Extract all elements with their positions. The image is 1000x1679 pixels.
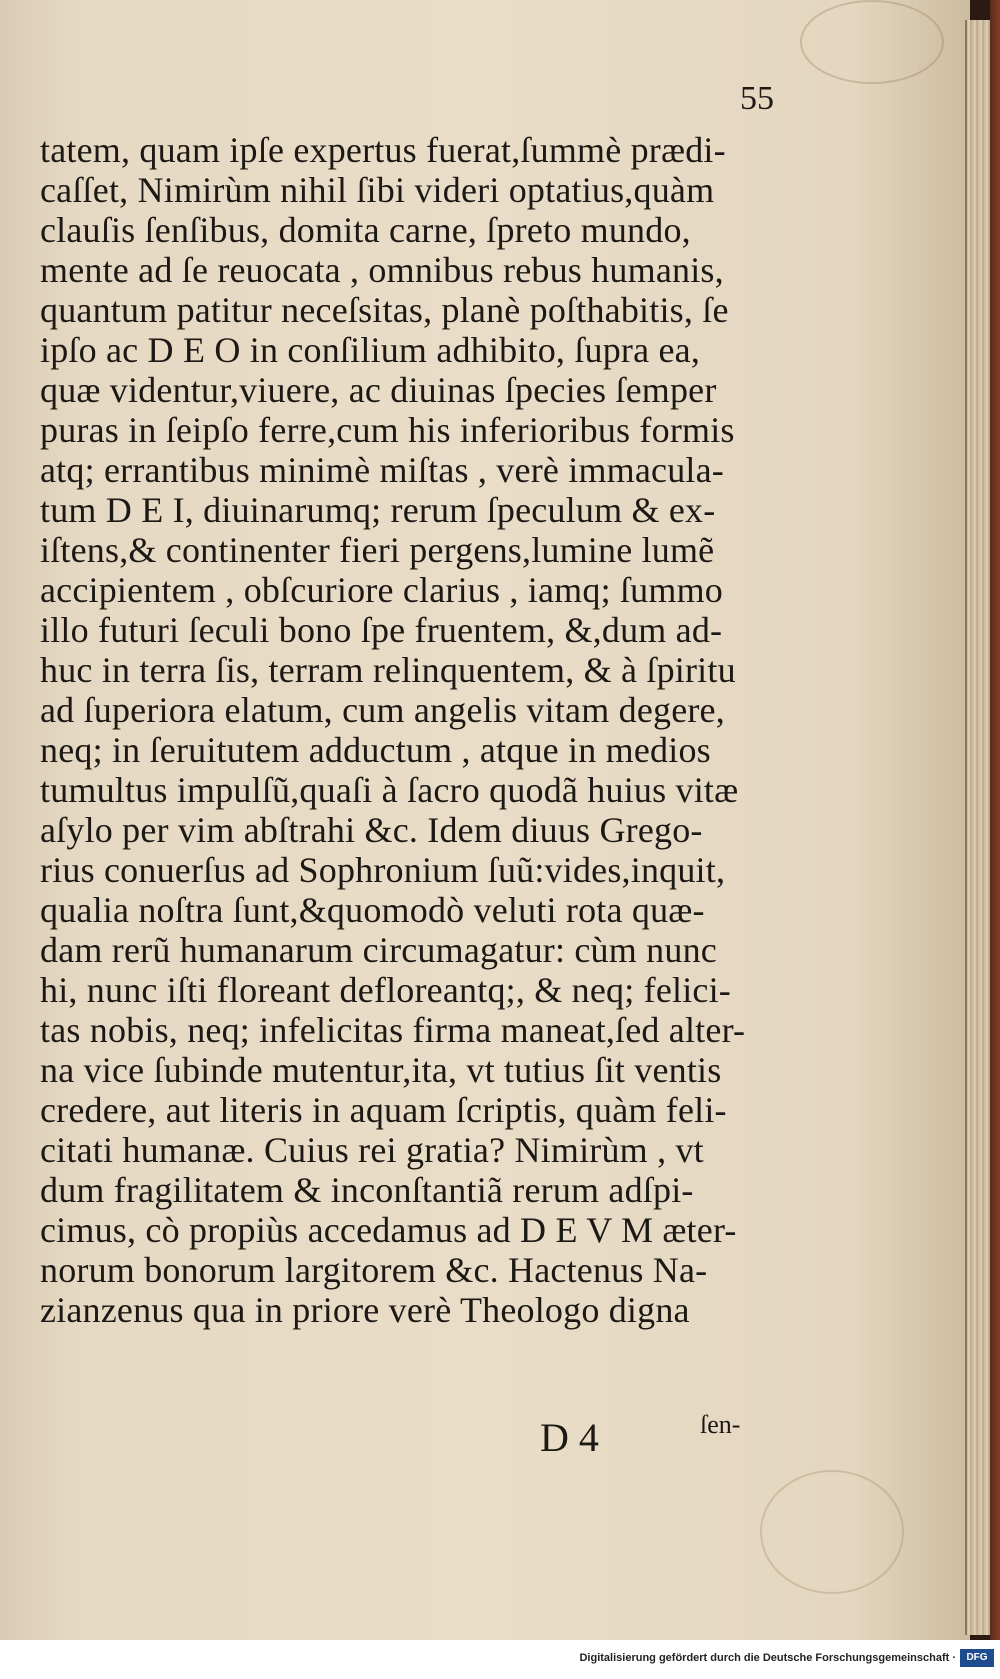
text-line: atq; errantibus minimè miſtas , verè immacula-	[40, 450, 724, 490]
signature-mark: D 4	[540, 1415, 599, 1460]
text-line: tumultus impulſũ,quaſi à ſacro quodã huius vitæ	[40, 770, 739, 810]
text-line: puras in ſeipſo ferre,cum his inferioribus formis	[40, 410, 735, 450]
paper-stain	[800, 0, 944, 84]
text-line: neq; in ſeruitutem adductum , atque in medios	[40, 730, 711, 770]
text-line: qualia noſtra ſunt,&quomodò veluti rota quæ-	[40, 890, 705, 930]
text-line: zianzenus qua in priore verè Theologo digna	[40, 1290, 690, 1330]
page-number: 55	[740, 80, 774, 117]
book-cover-edge	[990, 0, 1000, 1640]
text-line: mente ad ſe reuocata , omnibus rebus humanis,	[40, 250, 724, 290]
text-line: tum D E I, diuinarumq; rerum ſpeculum & ex-	[40, 490, 716, 530]
text-line: ad ſuperiora elatum, cum angelis vitam degere,	[40, 690, 725, 730]
text-line: cimus, cò propiùs accedamus ad D E V M æter-	[40, 1210, 737, 1250]
text-line: hi, nunc iſti floreant defloreantq;, & neq; felici-	[40, 970, 731, 1010]
text-line: citati humanæ. Cuius rei gratia? Nimirùm , vt	[40, 1130, 704, 1170]
text-line: huc in terra ſis, terram relinquentem, & à ſpiritu	[40, 650, 736, 690]
footer-credit: Digitalisierung gefördert durch die Deutsche Forschungsgemeinschaft ·	[579, 1652, 956, 1664]
text-line: tas nobis, neq; infelicitas firma maneat,ſed alter-	[40, 1010, 746, 1050]
text-line: tatem, quam ipſe expertus fuerat,ſummè prædi-	[40, 130, 726, 170]
text-line: rius conuerſus ad Sophronium ſuũ:vides,inquit,	[40, 850, 726, 890]
dfg-logo: DFG	[960, 1649, 994, 1667]
text-line: accipientem , obſcuriore clarius , iamq; ſummo	[40, 570, 723, 610]
text-line: quæ videntur,viuere, ac diuinas ſpecies ſemper	[40, 370, 717, 410]
text-line: dam rerũ humanarum circumagatur: cùm nunc	[40, 930, 717, 970]
paper-stain	[760, 1470, 904, 1594]
text-line: dum fragilitatem & inconſtantiã rerum adſpi-	[40, 1170, 694, 1210]
text-line: norum bonorum largitorem &c. Hactenus Na-	[40, 1250, 708, 1290]
text-line: credere, aut literis in aquam ſcriptis, quàm feli-	[40, 1090, 727, 1130]
text-line: na vice ſubinde mutentur,ita, vt tutius ſit ventis	[40, 1050, 722, 1090]
text-line: quantum patitur neceſsitas, planè poſthabitis, ſe	[40, 290, 729, 330]
text-line: caſſet, Nimirùm nihil ſibi videri optatius,quàm	[40, 170, 715, 210]
text-line: clauſis ſenſibus, domita carne, ſpreto mundo,	[40, 210, 691, 250]
body-text	[40, 130, 800, 1330]
text-line: ipſo ac D E O in conſilium adhibito, ſupra ea,	[40, 330, 701, 370]
text-line: iſtens,& continenter fieri pergens,lumine lumẽ	[40, 530, 715, 570]
text-line: illo futuri ſeculi bono ſpe fruentem, &,dum ad-	[40, 610, 723, 650]
footer-bar	[0, 1640, 1000, 1679]
text-line: aſylo per vim abſtrahi &c. Idem diuus Grego-	[40, 810, 703, 850]
catchword: ſen-	[700, 1410, 741, 1439]
